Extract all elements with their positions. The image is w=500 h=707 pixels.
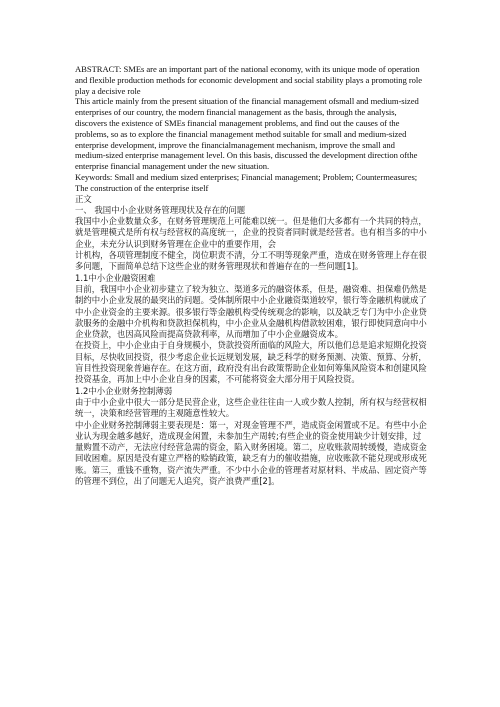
- subsection-paragraph: 在投资上，中小企业由于自身规模小，贷款投资所面临的风险大，所以他们总是追求短期化投资目标，尽快收回投资，很少考虑企业长远规划发展，缺乏科学的财务预测、决策、预算、分析，盲目性投资现象普遍存在。在这方面，政府没有出台政策帮助企业如何筹集风险资本和创建风险投资基金，再加上中小企业自身的因素，不可能将资金大部分用于风险投资。: [75, 340, 427, 385]
- subsection-paragraph: 由于中小企业中很大一部分是民营企业，这些企业往往由一人或少数人控制，所有权与经营权相统一，决策和经营管理的主观随意性较大。: [75, 396, 427, 419]
- subsection-title: 1.1中小企业融资困难: [75, 272, 156, 283]
- subsection-paragraph: 目前，我国中小企业初步建立了较为独立、渠道多元的融资体系，但是，融资难、担保难仍然是制约中小企业发展的最突出的问题。受体制所限中小企业融资渠道较窄，银行等金融机构就成了中小企业资金的主要来源。很多银行等金融机构受传统观念的影响，以及缺乏专门为中小企业贷款服务的金融中介机构和贷款担保机构，中小企业从金融机构借款较困难，银行即使同意向中小企业贷款，也因高风险而提高贷款利率，从而增加了中小企业融资成本。: [75, 283, 427, 340]
- abstract-body: This article mainly from the present situation of the financial management ofsmall and medium-sized enterprises of our country, the modern financial management as the basis, through the analysis, discovers the existence of SMEs financial management problems, and find out the causes of the problems, so as to explore the financial management method suitable for small and medium-sized enterprise development, improve the financialmanagement mechanism, improve the small and medium-sized enterprise management level. On this basis, discussed the development direction ofthe enterprise financial management under the new situation.: [75, 96, 419, 172]
- section-paragraph: 计机构，各项管理制度不健全，岗位职责不清，分工不明等现象严重，造成在财务管理上存在很多问题，下面简单总结下这些企业的财务管理现状和普遍存在的一些问题[1]。: [75, 250, 427, 272]
- section-title: 一、 我国中小企业财务管理现状及存在的问题: [75, 204, 246, 215]
- subsection-title: 1.2中小企业财务控制薄弱: [75, 385, 173, 396]
- document-page: [75, 64, 427, 487]
- section-paragraph: 我国中小企业数量众多，在财务管理规范上可能难以统一。但是他们大多都有一个共同的特点，就是管理模式是所有权与经营权的高度统一，企业的投资者同时就是经营者。也有相当多的中小企业，未充分认识到财务管理在企业中的重要作用，会: [75, 216, 427, 249]
- subsection-paragraph: 中小企业财务控制薄弱主要表现是：第一，对现金管理不严，造成资金闲置或不足。有些中小企业认为现金越多越好，造成现金闲置，未参加生产周转;有些企业的资金使用缺少计划安排，过量购置不动产，无法应付经营急需的资金，陷入财务困境。第二，应收账款周转缓慢，造成资金回收困难。原因是没有建立严格的赊销政策，缺乏有力的催收措施，应收账款不能兑现或形成死账。第三，重钱不重物，资产流失严重。不少中小企业的管理者对原材料、半成品、固定资产等的管理不到位，出了问题无人追究，资产浪费严重[2]。: [75, 419, 427, 486]
- keywords: Keywords: Small and medium sized enterprises; Financial management; Problem; Countermeasures; The construction of the enterprise itself: [75, 171, 418, 193]
- body-label: 正文: [75, 193, 92, 204]
- abstract-paragraph: ABSTRACT: SMEs are an important part of the national economy, with its unique mode of operation and flexible production methods for economic development and social stability plays a promoting role play a decisive role: [75, 64, 423, 96]
